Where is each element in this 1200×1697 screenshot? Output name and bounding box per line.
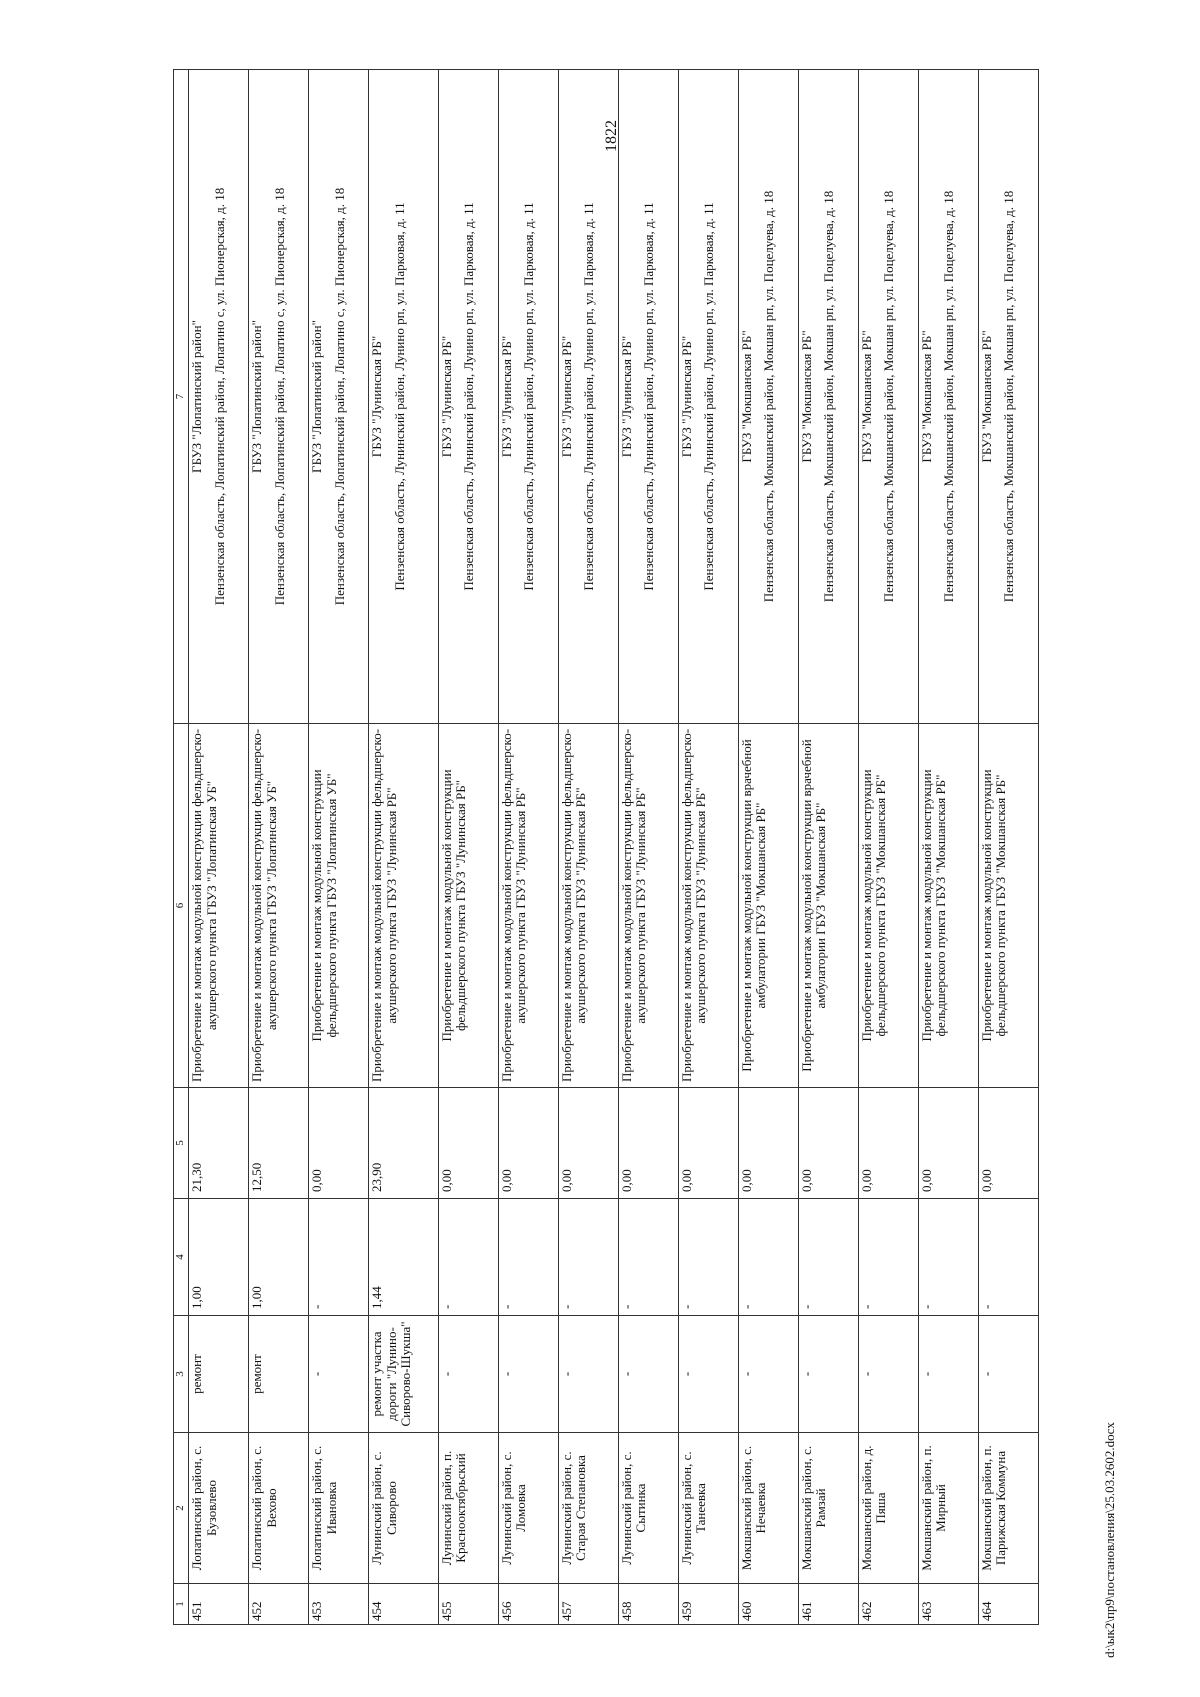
organization-cell bbox=[309, 70, 369, 724]
amount-cell: 0,00 bbox=[918, 1088, 978, 1199]
organization-cell bbox=[978, 70, 1038, 724]
organization-cell bbox=[438, 70, 498, 724]
row-number: 454 bbox=[369, 1584, 439, 1625]
row-number: 460 bbox=[738, 1584, 798, 1625]
table-row bbox=[798, 70, 858, 1625]
work-type-cell: - bbox=[558, 1316, 618, 1433]
organization-cell bbox=[618, 70, 678, 724]
locality-cell: Мокшанский район, с. Нечаевка bbox=[738, 1433, 798, 1584]
column-header: 6 bbox=[174, 724, 189, 1088]
work-type-cell: - bbox=[309, 1316, 369, 1433]
length-cell: - bbox=[438, 1199, 498, 1316]
organization-name: ГБУЗ "Лунинская РБ" bbox=[438, 335, 454, 458]
organization-address: Пензенская область, Лунинский район, Лунино рп, ул. Парковая, д. 11 bbox=[581, 202, 597, 591]
organization-address: Пензенская область, Лунинский район, Лунино рп, ул. Парковая, д. 11 bbox=[391, 202, 407, 591]
work-type-cell: - bbox=[978, 1316, 1038, 1433]
row-number: 459 bbox=[678, 1584, 738, 1625]
organization-cell bbox=[249, 70, 309, 724]
organization-name: ГБУЗ "Лунинская РБ" bbox=[369, 335, 384, 458]
work-type-cell: - bbox=[498, 1316, 558, 1433]
work-type-cell: ремонт bbox=[189, 1316, 249, 1433]
amount-cell: 0,00 bbox=[858, 1088, 918, 1199]
rotated-table-container bbox=[173, 70, 1039, 1625]
length-cell: - bbox=[678, 1199, 738, 1316]
organization-name: ГБУЗ "Лунинская РБ" bbox=[678, 335, 694, 458]
row-number: 455 bbox=[438, 1584, 498, 1625]
locality-cell: Лопатинский район, с. Вехово bbox=[249, 1433, 309, 1584]
organization-cell bbox=[858, 70, 918, 724]
work-type-cell: - bbox=[918, 1316, 978, 1433]
amount-cell: 23,90 bbox=[369, 1088, 439, 1199]
table-row bbox=[738, 70, 798, 1625]
organization-name: ГБУЗ "Мокшанская РБ" bbox=[738, 330, 754, 463]
locality-cell: Лунинский район, с. Сытинка bbox=[618, 1433, 678, 1584]
column-header: 2 bbox=[174, 1433, 189, 1584]
table-row bbox=[369, 70, 439, 1625]
locality-cell: Мокшанский район, п. Мирный bbox=[918, 1433, 978, 1584]
organization-address: Пензенская область, Лунинский район, Лунино рп, ул. Парковая, д. 11 bbox=[641, 202, 657, 591]
locality-cell: Мокшанский район, д. Пяша bbox=[858, 1433, 918, 1584]
object-description-cell: Приобретение и монтаж модульной конструкции фельдшерского пункта ГБУЗ "Мокшанская РБ" bbox=[858, 724, 918, 1088]
table-row bbox=[678, 70, 738, 1625]
table-row bbox=[978, 70, 1038, 1625]
column-header: 5 bbox=[174, 1088, 189, 1199]
amount-cell: 0,00 bbox=[738, 1088, 798, 1199]
object-description-cell: Приобретение и монтаж модульной конструкции фельдшерского пункта ГБУЗ "Лунинская РБ" bbox=[438, 724, 498, 1088]
column-header: 7 bbox=[174, 70, 189, 724]
locality-cell: Лунинский район, п. Краснооктябрьский bbox=[438, 1433, 498, 1584]
page-number: 1822 bbox=[603, 120, 620, 152]
table-row bbox=[498, 70, 558, 1625]
table-body bbox=[189, 70, 1039, 1625]
object-description-cell: Приобретение и монтаж модульной конструкции фельдшерско-акушерского пункта ГБУЗ "Лопатинская УБ" bbox=[249, 724, 309, 1088]
organization-address: Пензенская область, Лопатинский район, Лопатино с, ул. Пионерская, д. 18 bbox=[271, 187, 287, 606]
organization-address: Пензенская область, Лунинский район, Лунино рп, ул. Парковая, д. 11 bbox=[521, 202, 537, 591]
locality-cell: Лунинский район, с. Старая Степановка bbox=[558, 1433, 618, 1584]
length-cell: 1,00 bbox=[189, 1199, 249, 1316]
organization-cell bbox=[498, 70, 558, 724]
organization-cell bbox=[678, 70, 738, 724]
amount-cell: 0,00 bbox=[678, 1088, 738, 1199]
length-cell: - bbox=[618, 1199, 678, 1316]
object-description-cell: Приобретение и монтаж модульной конструкции врачебной амбулатории ГБУЗ "Мокшанская РБ" bbox=[738, 724, 798, 1088]
table-row bbox=[189, 70, 249, 1625]
amount-cell: 0,00 bbox=[309, 1088, 369, 1199]
table-row bbox=[618, 70, 678, 1625]
work-type-cell: - bbox=[618, 1316, 678, 1433]
organization-address: Пензенская область, Мокшанский район, Мокшан рп, ул. Поцелуева, д. 18 bbox=[1001, 190, 1017, 603]
amount-cell: 21,30 bbox=[189, 1088, 249, 1199]
organization-cell bbox=[558, 70, 618, 724]
file-path: d:\ык2\пр9\постановления\25.03.2602.docx bbox=[1102, 1422, 1117, 1658]
amount-cell: 0,00 bbox=[978, 1088, 1038, 1199]
row-number: 464 bbox=[978, 1584, 1038, 1625]
row-number: 462 bbox=[858, 1584, 918, 1625]
row-number: 458 bbox=[618, 1584, 678, 1625]
row-number: 451 bbox=[189, 1584, 249, 1625]
organization-name: ГБУЗ "Мокшанская РБ" bbox=[858, 330, 874, 463]
organization-address: Пензенская область, Мокшанский район, Мокшан рп, ул. Поцелуева, д. 18 bbox=[821, 190, 837, 603]
work-type-cell: - bbox=[798, 1316, 858, 1433]
object-description-cell: Приобретение и монтаж модульной конструкции фельдшерско-акушерского пункта ГБУЗ "Лунинская РБ" bbox=[678, 724, 738, 1088]
work-type-cell: ремонт участка дороги "Лунино-Сиворово-Шукша" bbox=[369, 1316, 439, 1433]
locality-cell: Мокшанский район, п. Парижская Коммуна bbox=[978, 1433, 1038, 1584]
row-number: 453 bbox=[309, 1584, 369, 1625]
table-row bbox=[438, 70, 498, 1625]
organization-cell bbox=[798, 70, 858, 724]
object-description-cell: Приобретение и монтаж модульной конструкции фельдшерско-акушерского пункта ГБУЗ "Лунинская РБ" bbox=[558, 724, 618, 1088]
length-cell: - bbox=[798, 1199, 858, 1316]
organization-cell bbox=[189, 70, 249, 724]
length-cell: 1,44 bbox=[369, 1199, 439, 1316]
work-type-cell: - bbox=[438, 1316, 498, 1433]
length-cell: - bbox=[918, 1199, 978, 1316]
table-row bbox=[858, 70, 918, 1625]
object-description-cell: Приобретение и монтаж модульной конструкции фельдшерского пункта ГБУЗ "Мокшанская РБ" bbox=[918, 724, 978, 1088]
length-cell: - bbox=[978, 1199, 1038, 1316]
row-number: 457 bbox=[558, 1584, 618, 1625]
organization-name: ГБУЗ "Мокшанская РБ" bbox=[798, 330, 814, 463]
work-type-cell: - bbox=[678, 1316, 738, 1433]
organization-address: Пензенская область, Лопатинский район, Лопатино с, ул. Пионерская, д. 18 bbox=[211, 187, 227, 606]
organization-name: ГБУЗ "Лопатинский район" bbox=[249, 320, 264, 473]
object-description-cell: Приобретение и монтаж модульной конструкции фельдшерского пункта ГБУЗ "Лопатинская УБ" bbox=[309, 724, 369, 1088]
length-cell: - bbox=[738, 1199, 798, 1316]
organization-name: ГБУЗ "Мокшанская РБ" bbox=[918, 330, 934, 463]
column-header: 3 bbox=[174, 1316, 189, 1433]
amount-cell: 0,00 bbox=[558, 1088, 618, 1199]
organization-cell bbox=[738, 70, 798, 724]
locality-cell: Мокшанский район, с. Рамзай bbox=[798, 1433, 858, 1584]
organization-address: Пензенская область, Лунинский район, Лунино рп, ул. Парковая, д. 11 bbox=[461, 202, 477, 591]
organization-name: ГБУЗ "Лопатинский район" bbox=[309, 320, 324, 473]
length-cell: - bbox=[309, 1199, 369, 1316]
object-description-cell: Приобретение и монтаж модульной конструкции фельдшерско-акушерского пункта ГБУЗ "Лунинская РБ" bbox=[618, 724, 678, 1088]
organization-name: ГБУЗ "Лунинская РБ" bbox=[558, 335, 574, 458]
length-cell: - bbox=[858, 1199, 918, 1316]
organization-cell bbox=[369, 70, 439, 724]
column-header: 4 bbox=[174, 1199, 189, 1316]
amount-cell: 0,00 bbox=[438, 1088, 498, 1199]
object-description-cell: Приобретение и монтаж модульной конструкции врачебной амбулатории ГБУЗ "Мокшанская РБ" bbox=[798, 724, 858, 1088]
length-cell: 1,00 bbox=[249, 1199, 309, 1316]
organization-address: Пензенская область, Мокшанский район, Мокшан рп, ул. Поцелуева, д. 18 bbox=[761, 190, 777, 603]
row-number: 461 bbox=[798, 1584, 858, 1625]
organization-address: Пензенская область, Мокшанский район, Мокшан рп, ул. Поцелуева, д. 18 bbox=[881, 190, 897, 603]
amount-cell: 0,00 bbox=[498, 1088, 558, 1199]
amount-cell: 0,00 bbox=[618, 1088, 678, 1199]
locality-cell: Лунинский район, с. Сиворово bbox=[369, 1433, 439, 1584]
length-cell: - bbox=[558, 1199, 618, 1316]
organization-address: Пензенская область, Лопатинский район, Лопатино с, ул. Пионерская, д. 18 bbox=[331, 187, 347, 606]
table-row bbox=[309, 70, 369, 1625]
row-number: 452 bbox=[249, 1584, 309, 1625]
work-type-cell: - bbox=[858, 1316, 918, 1433]
organization-name: ГБУЗ "Лунинская РБ" bbox=[498, 335, 514, 458]
length-cell: - bbox=[498, 1199, 558, 1316]
row-number: 463 bbox=[918, 1584, 978, 1625]
organization-address: Пензенская область, Мокшанский район, Мокшан рп, ул. Поцелуева, д. 18 bbox=[941, 190, 957, 603]
table-row bbox=[558, 70, 618, 1625]
column-number-row bbox=[174, 70, 189, 1625]
organization-name: ГБУЗ "Лунинская РБ" bbox=[618, 335, 634, 458]
row-number: 456 bbox=[498, 1584, 558, 1625]
table-row bbox=[249, 70, 309, 1625]
organization-name: ГБУЗ "Мокшанская РБ" bbox=[978, 330, 994, 463]
locality-cell: Лопатинский район, с. Ивановка bbox=[309, 1433, 369, 1584]
locality-cell: Лунинский район, с. Ломовка bbox=[498, 1433, 558, 1584]
work-type-cell: - bbox=[738, 1316, 798, 1433]
column-header: 1 bbox=[174, 1584, 189, 1625]
organization-name: ГБУЗ "Лопатинский район" bbox=[189, 320, 204, 473]
data-table bbox=[173, 69, 1039, 1625]
object-description-cell: Приобретение и монтаж модульной конструкции фельдшерско-акушерского пункта ГБУЗ "Лунинская РБ" bbox=[369, 724, 439, 1088]
organization-address: Пензенская область, Лунинский район, Лунино рп, ул. Парковая, д. 11 bbox=[701, 202, 717, 591]
locality-cell: Лопатинский район, с. Бузовлево bbox=[189, 1433, 249, 1584]
locality-cell: Лунинский район, с. Танеевка bbox=[678, 1433, 738, 1584]
object-description-cell: Приобретение и монтаж модульной конструкции фельдшерско-акушерского пункта ГБУЗ "Лопатинская УБ" bbox=[189, 724, 249, 1088]
work-type-cell: ремонт bbox=[249, 1316, 309, 1433]
amount-cell: 0,00 bbox=[798, 1088, 858, 1199]
organization-cell bbox=[918, 70, 978, 724]
object-description-cell: Приобретение и монтаж модульной конструкции фельдшерско-акушерского пункта ГБУЗ "Лунинская РБ" bbox=[498, 724, 558, 1088]
table-row bbox=[918, 70, 978, 1625]
object-description-cell: Приобретение и монтаж модульной конструкции фельдшерского пункта ГБУЗ "Мокшанская РБ" bbox=[978, 724, 1038, 1088]
amount-cell: 12,50 bbox=[249, 1088, 309, 1199]
